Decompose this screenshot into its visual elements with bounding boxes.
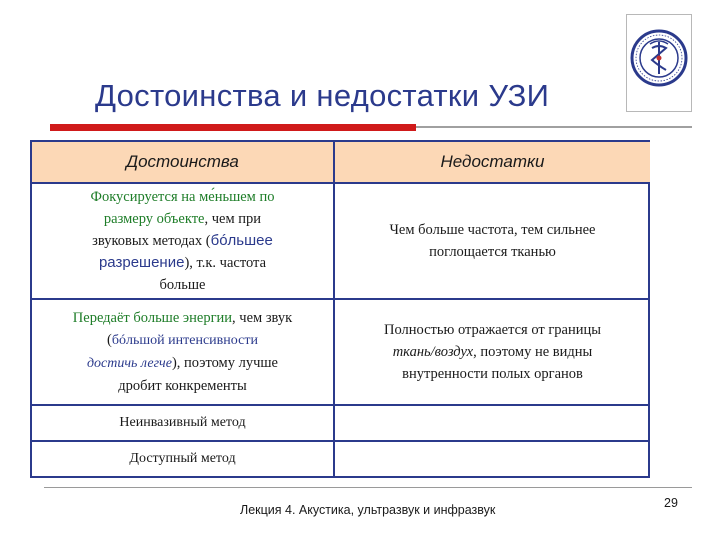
row1-left-text-c: , чем при (204, 211, 262, 227)
row3-disadvantage (335, 406, 650, 440)
row4-disadvantage (335, 442, 650, 476)
row-divider-3 (32, 440, 648, 442)
row2-right-text-c: , поэтому не видны (473, 344, 593, 360)
row2-left-text-a: Передаёт больше энергии (72, 310, 233, 326)
footer-divider (44, 487, 692, 488)
row2-advantage (32, 300, 333, 404)
university-emblem-icon (626, 14, 692, 112)
column-divider (333, 142, 335, 476)
title-accent-bar (50, 124, 416, 131)
page-number: 29 (664, 496, 678, 510)
row1-left-text-b: размеру объекте (103, 211, 205, 227)
row2-left-text-c: ( (107, 332, 112, 348)
row2-left-text-d: бóльшой интенсивности (111, 333, 258, 348)
row-divider-1 (32, 298, 648, 300)
row3-left-text: Неинвазивный метод (119, 415, 246, 430)
row2-left-text-e: достичь легче (86, 356, 172, 371)
header-disadvantages (335, 142, 650, 182)
row1-advantage (32, 184, 333, 298)
row1-left-text-h: больше (159, 277, 206, 293)
row1-left-text-a: Фокусируется на ме́ньшем по (90, 189, 275, 205)
row4-advantage (32, 442, 333, 476)
row-divider-2 (32, 404, 648, 406)
row2-left-text-g: дробит конкременты (118, 378, 247, 394)
row-divider-header (32, 182, 648, 184)
row1-left-text-g: ), т.к. частота (184, 255, 266, 271)
header-advantages-label: Достоинства (126, 152, 239, 171)
header-advantages (32, 142, 333, 182)
row2-left-text-f: ), поэтому лучше (171, 355, 278, 371)
row2-left-text-b: , чем звук (232, 310, 293, 326)
row1-right-line1: Чем больше частота, тем сильнее (389, 222, 596, 238)
row1-disadvantage (335, 184, 650, 298)
comparison-table (30, 140, 650, 478)
row4-left-text: Доступный метод (129, 451, 236, 466)
row2-right-text-a: Полностью отражается от границы (383, 322, 602, 338)
row1-right-line2: поглощается тканью (429, 244, 556, 260)
slide-title: Достоинства и недостатки УЗИ (95, 78, 550, 113)
row2-right-text-d: внутренности полых органов (402, 366, 583, 382)
row1-left-text-d: звуковых методах ( (92, 233, 211, 249)
header-disadvantages-label: Недостатки (440, 152, 545, 171)
row2-right-text-b: ткань/воздух (392, 344, 474, 360)
row1-left-text-e: бóльшее (210, 232, 273, 249)
title-underline (416, 126, 692, 128)
row3-advantage (32, 406, 333, 440)
row1-left-text-f: разрешение (98, 254, 185, 271)
footer-caption: Лекция 4. Акустика, ультразвук и инфразвук (240, 503, 496, 517)
row2-disadvantage (335, 300, 650, 404)
